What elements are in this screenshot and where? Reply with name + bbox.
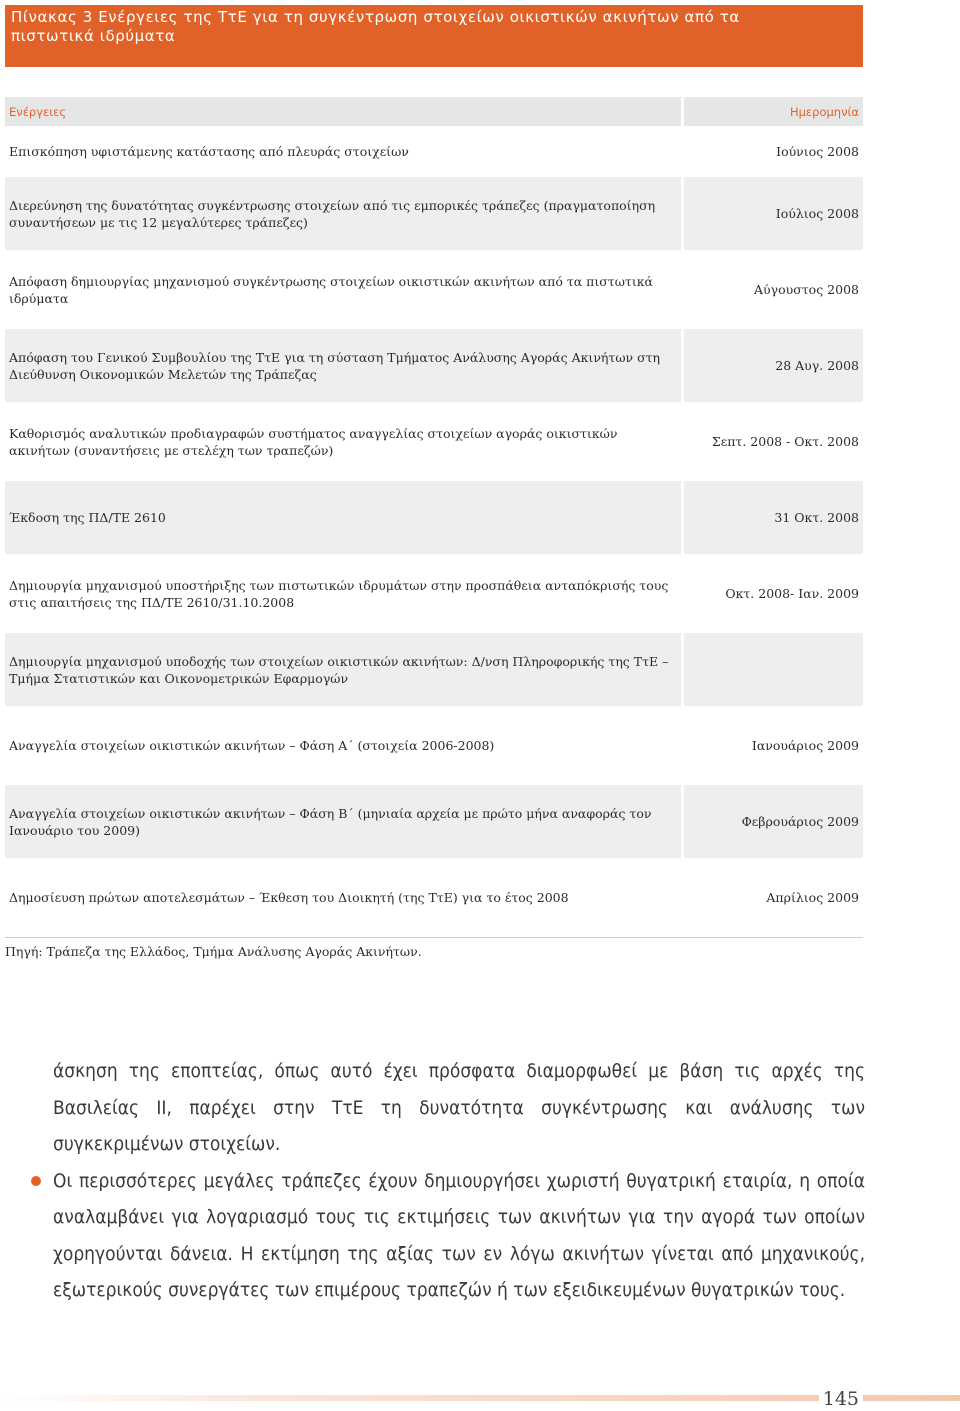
table-row: [5, 557, 863, 633]
table-row: [5, 129, 863, 177]
table-header: [5, 97, 863, 129]
row-action: Αναγγελία στοιχείων οικιστικών ακινήτων – Φάση Β΄ (μηνιαία αρχεία με πρώτο μήνα αναφοράς τον Ιανουάριο του 2009): [9, 805, 652, 838]
row-action: Αναγγελία στοιχείων οικιστικών ακινήτων – Φάση Α΄ (στοιχεία 2006-2008): [9, 738, 495, 753]
table-row: [5, 785, 863, 861]
row-date: 31 Οκτ. 2008: [774, 510, 859, 525]
row-action: Επισκόπηση υφιστάμενης κατάστασης από πλευράς στοιχείων: [9, 144, 409, 159]
row-action: Καθορισμός αναλυτικών προδιαγραφών συστήματος αναγγελίας στοιχείων αγοράς οικιστικών ακινήτων (συναντήσεις με στελέχη των τραπεζών): [9, 425, 618, 458]
table-row: [5, 405, 863, 481]
row-action: Έκδοση της ΠΔ/ΤΕ 2610: [9, 510, 166, 525]
header-actions: Ενέργειες: [9, 104, 67, 119]
row-action: Διερεύνηση της δυνατότητας συγκέντρωσης στοιχείων από τις εμπορικές τράπεζες (πραγματοποίηση συναντήσεων με τις 12 μεγαλύτερες τράπεζες): [9, 197, 656, 230]
row-date: Ιούνιος 2008: [776, 144, 859, 159]
table-row: [5, 329, 863, 405]
row-date: Φεβρουάριος 2009: [741, 814, 859, 829]
table-row: [5, 709, 863, 785]
table-row: [5, 481, 863, 557]
bullet-item: [53, 1163, 865, 1309]
row-action: Δημοσίευση πρώτων αποτελεσμάτων – Έκθεση του Διοικητή (της ΤτΕ) για το έτος 2008: [9, 890, 569, 905]
table-source-row: [5, 937, 863, 967]
page-footer-bar: [0, 1395, 960, 1401]
row-action: Απόφαση δημιουργίας μηχανισμού συγκέντρωσης στοιχείων οικιστικών ακινήτων από τα πιστωτικά ιδρύματα: [9, 273, 653, 306]
paragraph-1: άσκηση της εποπτείας, όπως αυτό έχει πρόσφατα διαμορφωθεί με βάση τις αρχές της Βασιλείας ΙΙ, παρέχει στην ΤτΕ τη δυνατότητα συγκέντρωσης και ανάλυσης των συγκεκριμένων στοιχείων.: [53, 1060, 865, 1155]
table-title: [5, 5, 863, 67]
paragraph-2: Οι περισσότερες μεγάλες τράπεζες έχουν δημιουργήσει χωριστή θυγατρική εταιρία, η οποία αναλαμβάνει για λογαριασμό τους τις εκτιμήσεις των ακινήτων για την αγορά των οποίων χορηγούνται δάνεια. Η εκτίμηση της αξίας των εν λόγω ακινήτων γίνεται από μηχανικούς, εξωτερικούς συνεργάτες των επιμέρους τραπεζών ή των εξειδικευμένων θυγατρικών τους.: [53, 1169, 865, 1301]
row-date: Ιούλιος 2008: [775, 206, 859, 221]
row-date: Σεπτ. 2008 - Οκτ. 2008: [711, 434, 859, 449]
row-date: Απρίλιος 2009: [766, 890, 859, 905]
body-text: [53, 1053, 865, 1309]
row-action: Δημιουργία μηχανισμού υποστήριξης των πιστωτικών ιδρυμάτων στην προσπάθεια ανταπόκρισής τους στις απαιτήσεις της ΠΔ/ΤΕ 2610/31.10.2008: [9, 577, 669, 610]
row-date: Ιανουάριος 2009: [751, 738, 859, 753]
page-number: 145: [819, 1388, 863, 1410]
bullet-icon: [31, 1176, 41, 1186]
actions-table: [5, 97, 863, 967]
table-row: [5, 633, 863, 709]
header-date: Ημερομηνία: [789, 104, 859, 119]
table-title-line-2: πιστωτικά ιδρύματα: [11, 27, 176, 45]
table-title-line-1: Πίνακας 3 Ενέργειες της ΤτΕ για τη συγκέντρωση στοιχείων οικιστικών ακινήτων από τα: [11, 8, 740, 26]
table-source: Πηγή: Τράπεζα της Ελλάδος, Τμήμα Ανάλυσης Αγοράς Ακινήτων.: [5, 943, 422, 959]
row-action: Απόφαση του Γενικού Συμβουλίου της ΤτΕ για τη σύσταση Τμήματος Ανάλυσης Αγοράς Ακινήτων στη Διεύθυνση Οικονομικών Μελετών της Τράπεζας: [9, 349, 661, 382]
table-row: [5, 253, 863, 329]
row-action: Δημιουργία μηχανισμού υποδοχής των στοιχείων οικιστικών ακινήτων: Δ/νση Πληροφορικής της ΤτΕ – Τμήμα Στατιστικών και Οικονομετρικών Εφαρμογών: [9, 653, 669, 686]
table-row: [5, 177, 863, 253]
row-date: Οκτ. 2008- Ιαν. 2009: [725, 586, 859, 601]
table-row: [5, 861, 863, 937]
row-date: 28 Αυγ. 2008: [775, 358, 859, 373]
row-date: Αύγουστος 2008: [754, 282, 859, 297]
